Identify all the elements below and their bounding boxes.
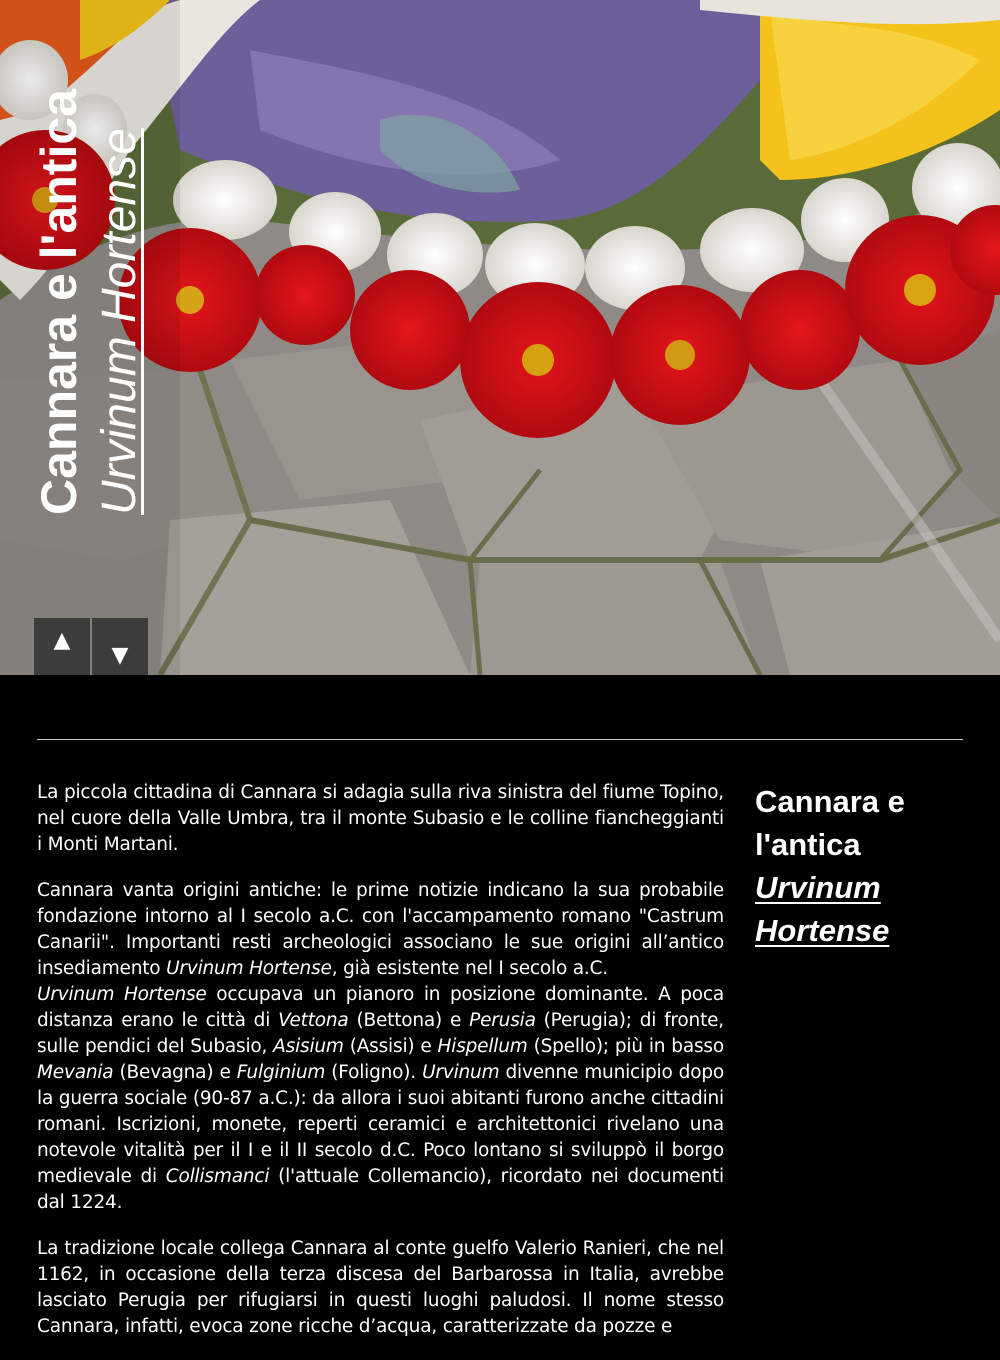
article-body <box>37 780 724 1360</box>
paragraph-3 <box>37 982 724 1216</box>
paragraph-2 <box>37 878 724 982</box>
paragraph-3-text: (Spello); più in basso <box>527 1036 724 1057</box>
italic-place-name: Mevania <box>37 1062 114 1083</box>
sidebar-title-italic1: Urvinum <box>755 870 881 905</box>
arrow-down-icon: ▼ <box>111 642 129 668</box>
infiorata-flower-carpet-photo <box>0 0 1000 675</box>
vertical-title <box>31 15 146 515</box>
page-nav-arrows <box>34 618 148 675</box>
sidebar-title-line2: l'antica <box>755 827 861 862</box>
paragraph-3-text: (l'attuale Collemancio), ricordato nei documenti dal 1224. <box>37 1166 724 1213</box>
arrow-up-icon: ▲ <box>53 627 71 653</box>
hero-image <box>0 0 1000 675</box>
paragraph-2-text-a: Cannara vanta origini antiche: le prime notizie indicano la sua probabile fondazione intorno al I secolo a.C. con l'accampamento romano "Castrum Canarii". Importanti resti archeologici associano le sue origini all’antico insediamento <box>37 880 724 979</box>
italic-place-name: Fulginium <box>236 1062 326 1083</box>
paragraph-3-text: (Bettona) e <box>348 1010 470 1031</box>
sidebar-title-line1: Cannara e <box>755 784 905 819</box>
italic-place-name: Asisium <box>273 1036 344 1057</box>
italic-place-name: Urvinum <box>422 1062 500 1083</box>
vertical-title-line2: Urvinum Hortense <box>93 128 146 515</box>
paragraph-2-italic: Urvinum Hortense <box>166 958 332 979</box>
next-page-button[interactable] <box>92 618 148 675</box>
sidebar-title-italic2: Hortense <box>755 913 890 948</box>
sidebar-title <box>755 780 975 952</box>
paragraph-4: La tradizione locale collega Cannara al conte guelfo Valerio Ranieri, che nel 1162, in occasione della terza discesa del Barbarossa in Italia, avrebbe lasciato Perugia per rifugiarsi in questi luoghi paludosi. Il nome stesso Cannara, infatti, evoca zone ricche d’acqua, caratterizzate da pozze e <box>37 1238 724 1337</box>
paragraph-2-text-b: , già esistente nel I secolo a.C. <box>331 958 608 979</box>
paragraph-3-text: divenne municipio dopo la guerra sociale (90-87 a.C.): da allora i suoi abitanti furono anche cittadini romani. Iscrizioni, monete, reperti ceramici e architettonici rivelano una notevole vitalità per il I e il II secolo d.C. Poco lontano si sviluppò il borgo medievale di <box>37 1062 724 1187</box>
italic-place-name: Urvinum Hortense <box>37 984 207 1005</box>
vertical-title-line1: Cannara e l'antica <box>31 89 87 515</box>
italic-place-name: Collismanci <box>165 1166 270 1187</box>
paragraph-3-text: occupava un pianoro in posizione dominante. A poca distanza erano le città di <box>37 984 725 1031</box>
italic-place-name: Hispellum <box>437 1036 528 1057</box>
paragraph-3-text: (Assisi) e <box>343 1036 438 1057</box>
paragraph-3-text: (Bevagna) e <box>113 1062 237 1083</box>
paragraph-3-text: (Foligno). <box>325 1062 423 1083</box>
previous-page-button[interactable] <box>34 618 90 675</box>
italic-place-name: Perusia <box>469 1010 536 1031</box>
paragraph-1: La piccola cittadina di Cannara si adagia sulla riva sinistra del fiume Topino, nel cuore della Valle Umbra, tra il monte Subasio e le colline fiancheggianti i Monti Martani. <box>37 782 724 855</box>
italic-place-name: Vettona <box>278 1010 349 1031</box>
paragraph-3-text: (Perugia); di fronte, sulle pendici del Subasio, <box>37 1010 724 1057</box>
divider <box>37 739 963 740</box>
